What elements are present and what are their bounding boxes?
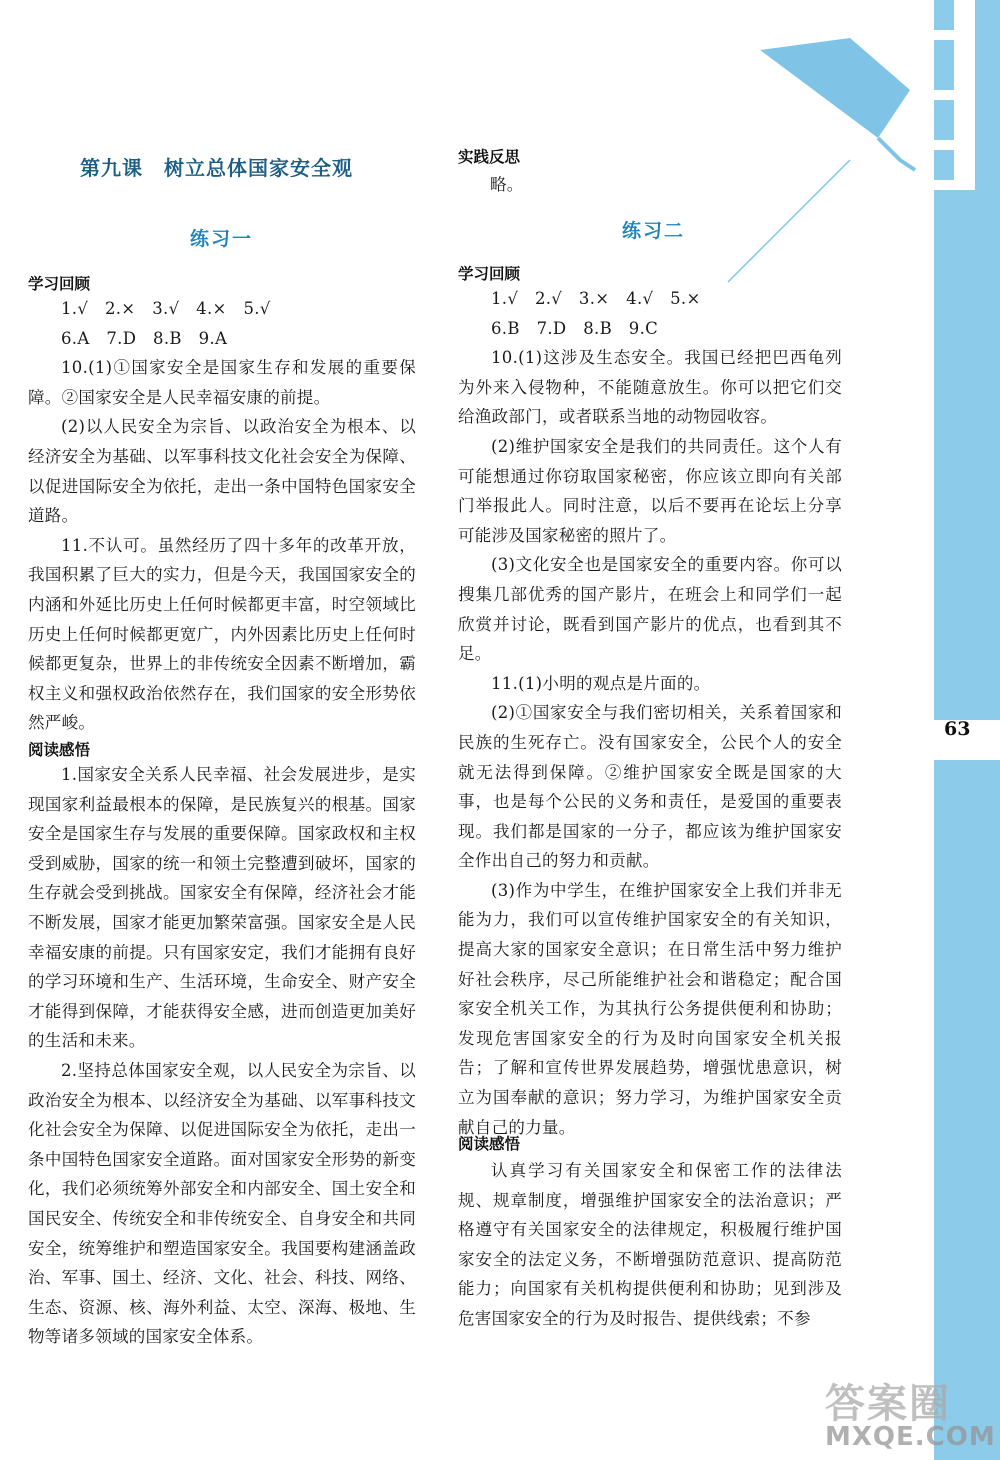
watermark-logo-text: 答案圈	[825, 1381, 951, 1427]
left-reading-1: 1.国家安全关系人民幸福、社会发展进步，是实现国家利益最根本的保障，是民族复兴的根基。国家安全是国家生存与发展的重要保障。国家政权和主权受到威胁，国家的统一和领土完整遭到破坏，国家的生存就会受到挑战。国家安全有保障，经济社会才能不断发展，国家才能更加繁荣富强。国家安全是人民幸福安康的前提。只有国家安定，我们才能拥有良好的学习环境和生产、生活环境，生命安全、财产安全才能得到保障，才能获得安全感，进而创造更加美好的生活和未来。	[28, 765, 416, 1051]
right-q11-part3: (3)作为中学生，在维护国家安全上我们并非无能为力，我们可以宣传维护国家安全的有关知识，提高大家的国家安全意识；在日常生活中努力维护好社会秩序，尽己所能维护社会和谐稳定；配合国家安全机关工作，为其执行公务提供便利和协助；发现危害国家安全的行为及时向国家安全机关报告；了解和宣传世界发展趋势，增强忧患意识，树立为国奉献的意识；努力学习，为维护国家安全贡献自己的力量。	[458, 880, 842, 1137]
watermark-logo	[805, 1372, 995, 1460]
right-reading	[458, 1156, 842, 1334]
side-stripe-main	[934, 190, 1000, 720]
watermark-url: MXQE.COM	[825, 1422, 996, 1452]
left-reading-block	[28, 760, 416, 1352]
right-reading-text: 认真学习有关国家安全和保密工作的法律法规、规章制度，增强维护国家安全的法治意识；严格遵守有关国家安全的法律规定，积极履行维护国家安全的法定义务，不断增强防范意识、提高防范能力；向国家有关机构提供便利和协助；见到涉及危害国家安全的行为及时报告、提供线索；不参	[458, 1161, 842, 1328]
side-stripe-edge	[975, 0, 1000, 190]
left-mc-answers: 6.A 7.D 8.B 9.A	[61, 328, 228, 348]
left-reading-heading: 阅读感悟	[28, 741, 91, 759]
left-q10-part2: (2)以人民安全为宗旨、以政治安全为根本、以经济安全为基础、以军事科技文化社会安全为保障、以促进国际安全为依托，走出一条中国特色国家安全道路。	[28, 417, 416, 526]
right-q10-part2: (2)维护国家安全是我们的共同责任。这个人有可能想通过你窃取国家秘密，你应该立即向有关部门举报此人。同时注意，以后不要再在论坛上分享可能涉及国家秘密的照片了。	[458, 436, 842, 545]
practice-text: 略。	[490, 175, 524, 194]
lesson-title: 第九课 树立总体国家安全观	[80, 156, 353, 180]
kite-icon	[700, 20, 940, 290]
left-reading-2: 2.坚持总体国家安全观，以人民安全为宗旨、以政治安全为根本、以经济安全为基础、以军事科技文化社会安全为保障、以促进国际安全为依托，走出一条中国特色国家安全道路。面对国家安全形势的新变化，我们必须统筹外部安全和内部安全、国土安全和国民安全、传统安全和非传统安全、自身安全和共同安全，统筹维护和塑造国家安全。我国要构建涵盖政治、军事、国土、经济、文化、社会、科技、网络、生态、资源、核、海外利益、太空、深海、极地、生物等诸多领域的国家安全体系。	[28, 1060, 416, 1347]
exercise-1-title: 练习一	[190, 228, 254, 250]
page-number: 63	[944, 718, 971, 740]
exercise-2-title: 练习二	[622, 220, 686, 242]
right-answers-block	[458, 284, 842, 1142]
right-q11-part2: (2)①国家安全与我们密切相关，关系着国家和民族的生死存亡。没有国家安全，公民个人的安全就无法得到保障。②维护国家安全既是国家的大事，也是每个公民的义务和责任，是爱国的重要表现。我们都是国家的一分子，都应该为维护国家安全作出自己的努力和贡献。	[458, 703, 842, 871]
right-tf-answers: 1.√ 2.√ 3.× 4.√ 5.×	[491, 289, 701, 308]
side-stripe-lower	[934, 760, 1000, 1460]
practice-heading: 实践反思	[458, 148, 521, 166]
left-q10-part1: 10.(1)①国家安全是国家生存和发展的重要保障。②国家安全是人民幸福安康的前提。	[28, 358, 416, 407]
left-tf-answers: 1.√ 2.× 3.√ 4.× 5.√	[61, 299, 271, 318]
right-q10-part3: (3)文化安全也是国家安全的重要内容。你可以搜集几部优秀的国产影片，在班会上和同学们一起欣赏并讨论，既看到国产影片的优点，也看到其不足。	[458, 555, 842, 664]
right-q10-part1: 10.(1)这涉及生态安全。我国已经把巴西龟列为外来入侵物种，不能随意放生。你可以把它们交给渔政部门，或者联系当地的动物园收容。	[458, 348, 842, 427]
right-q11-part1: 11.(1)小明的观点是片面的。	[491, 673, 711, 693]
left-answers-block	[28, 294, 416, 738]
right-review-heading: 学习回顾	[458, 265, 521, 283]
right-mc-answers: 6.B 7.D 8.B 9.C	[491, 318, 659, 338]
right-reading-heading: 阅读感悟	[458, 1135, 521, 1153]
left-review-heading: 学习回顾	[28, 275, 91, 293]
left-q11: 11.不认可。虽然经历了四十多年的改革开放，我国积累了巨大的实力，但是今天，我国国家安全的内涵和外延比历史上任何时候都更丰富，时空领域比历史上任何时候都更宽广，内外因素比历史上任何时候都更复杂，世界上的非传统安全因素不断增加，霸权主义和强权政治依然存在，我们国家的安全形势依然严峻。	[28, 535, 416, 733]
